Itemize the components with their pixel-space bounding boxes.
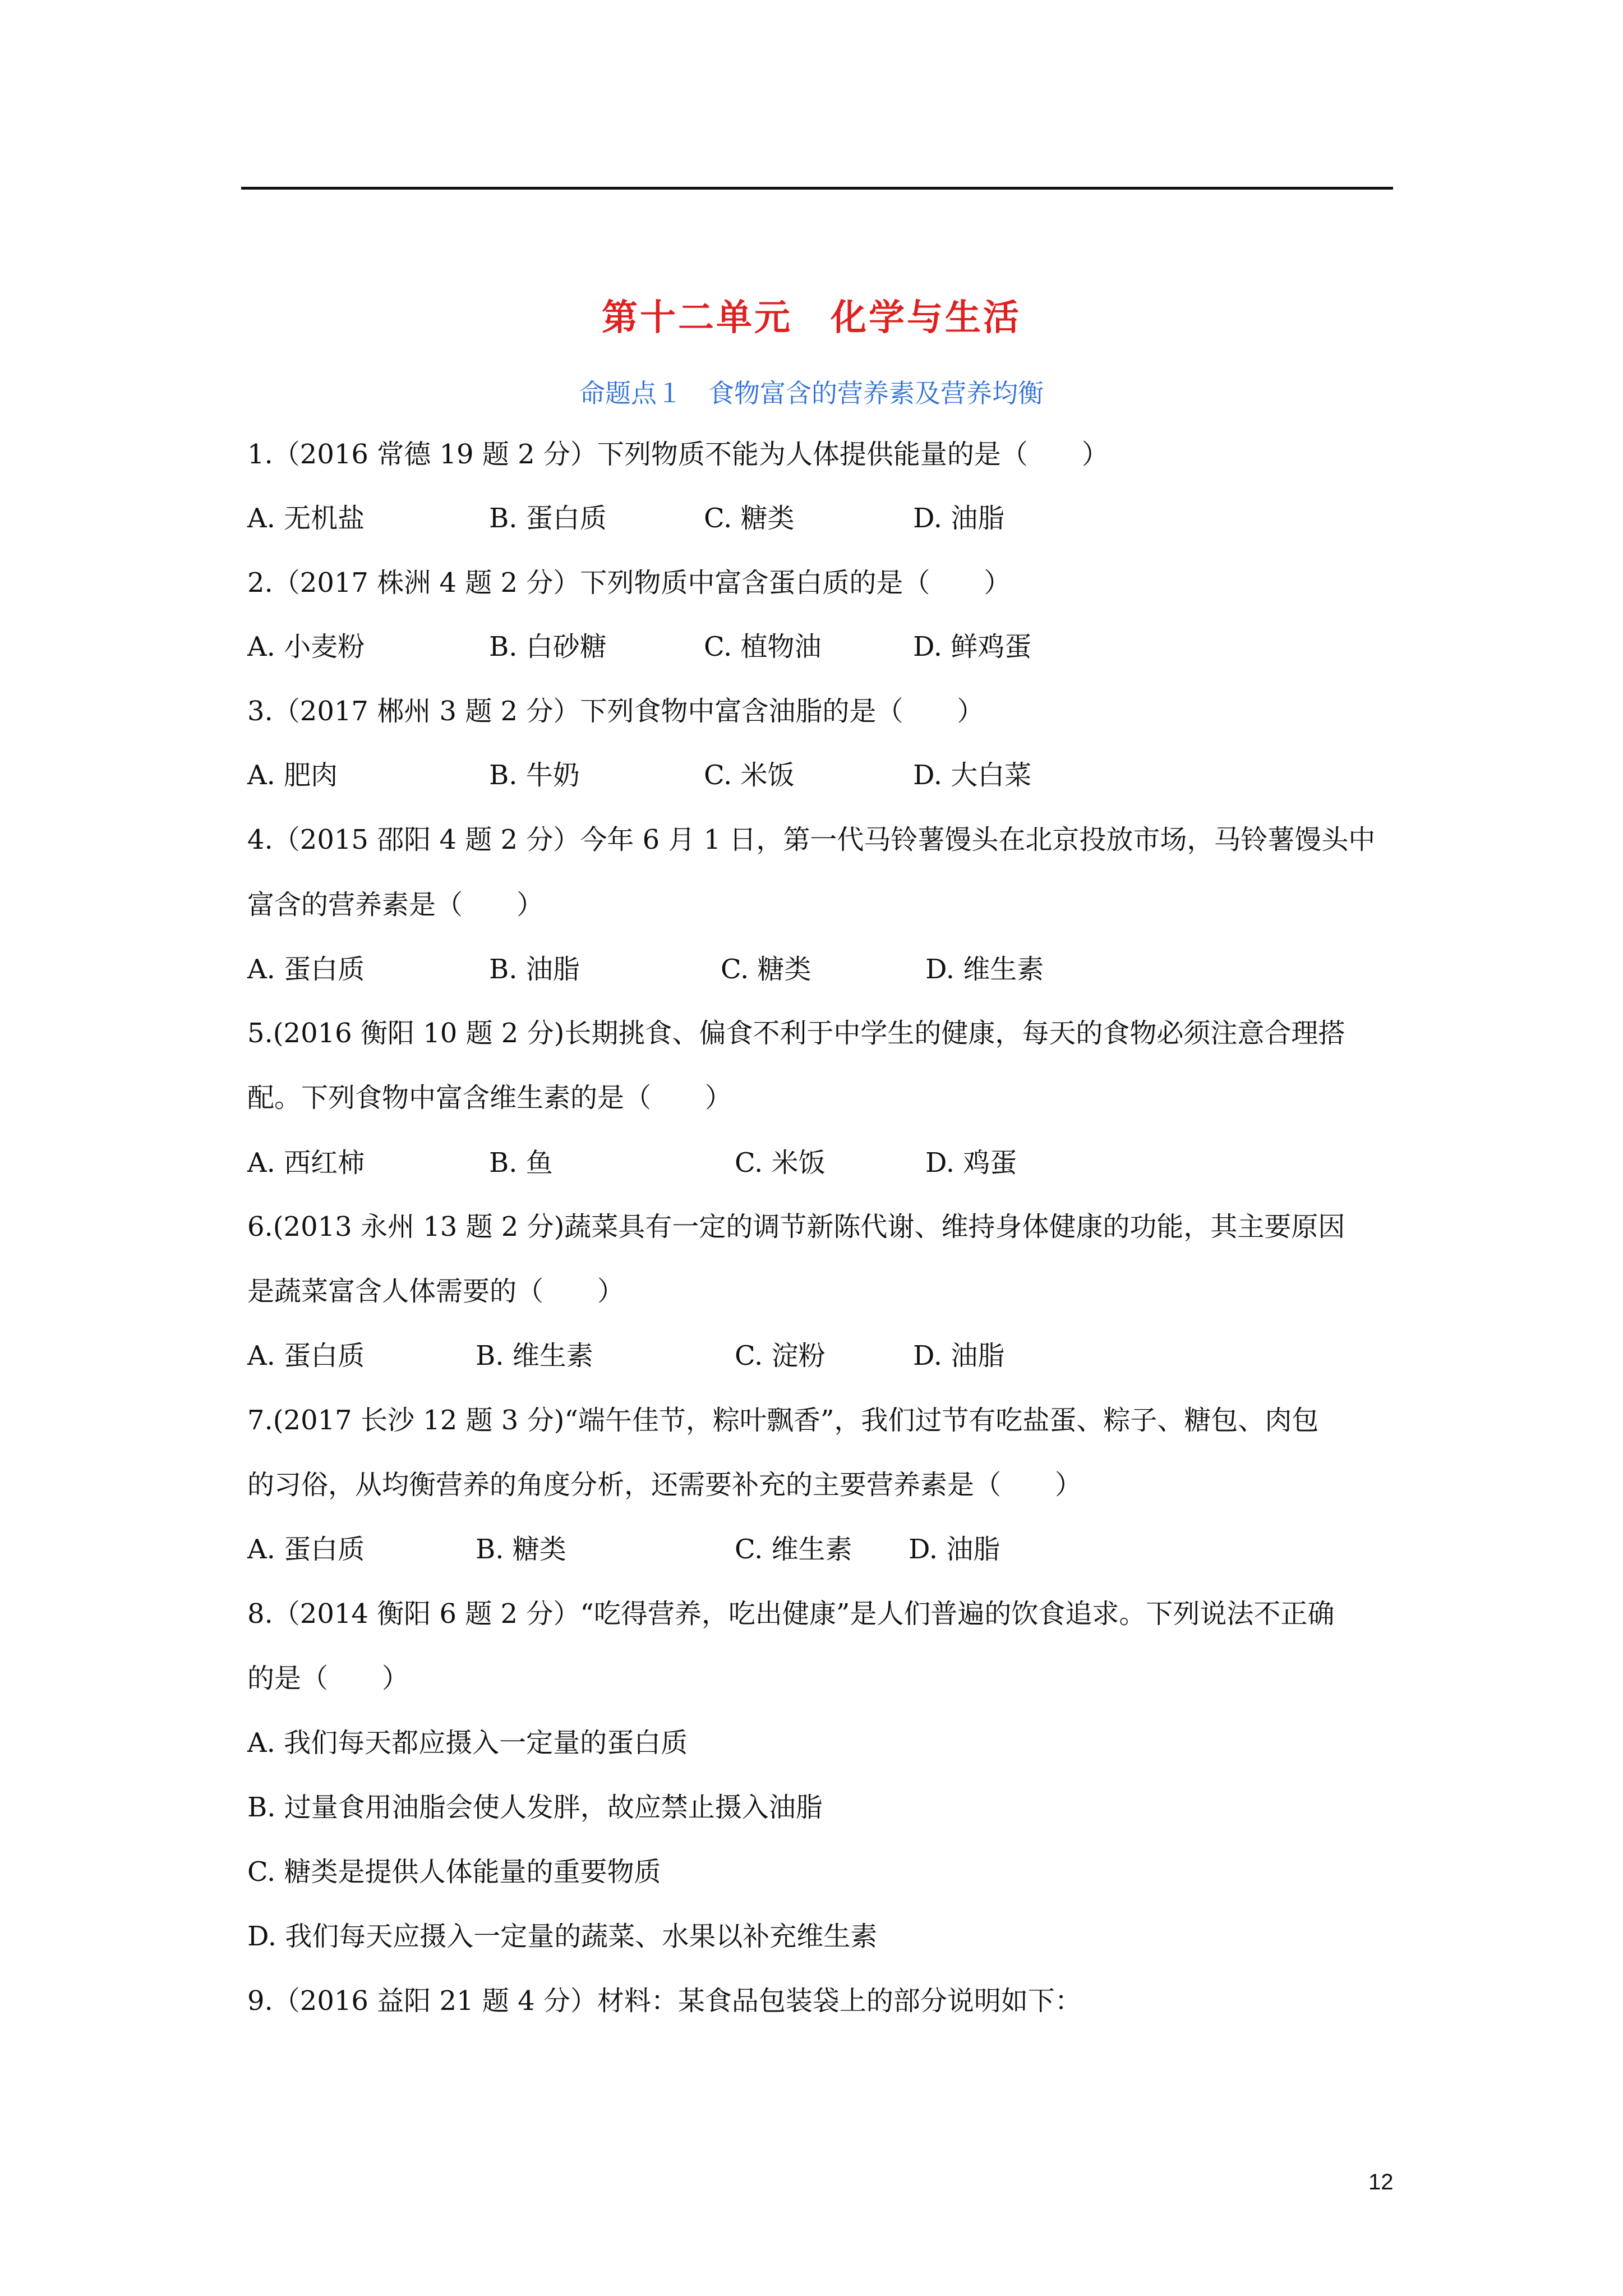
- question-8-line-1: 8.（2014 衡阳 6 题 2 分）“吃得营养，吃出健康”是人们普遍的饮食追求。下列说法不正确: [247, 1598, 1335, 1630]
- question-8-option-c: C. 糖类是提供人体能量的重要物质: [247, 1856, 661, 1888]
- section-subtitle: 命题点１ 食物富含的营养素及营养均衡: [579, 378, 1044, 408]
- question-5-line-1: 5.(2016 衡阳 10 题 2 分)长期挑食、偏食不利于中学生的健康，每天的食物必须注意合理搭: [247, 1018, 1345, 1049]
- question-4-option-d: D. 维生素: [925, 954, 1044, 985]
- question-6-option-d: D. 油脂: [913, 1340, 1005, 1372]
- question-5-option-d: D. 鸡蛋: [925, 1147, 1017, 1179]
- question-3-option-b: B. 牛奶: [489, 760, 580, 791]
- question-9-line-1: 9.（2016 益阳 21 题 4 分）材料：某食品包装袋上的部分说明如下：: [247, 1985, 1082, 2017]
- question-8-option-b: B. 过量食用油脂会使人发胖，故应禁止摄入油脂: [247, 1792, 823, 1823]
- header-rule: [241, 187, 1393, 190]
- question-7-option-b: B. 糖类: [476, 1534, 566, 1565]
- question-7-line-1: 7.(2017 长沙 12 题 3 分)“端午佳节，粽叶飘香”，我们过节有吃盐蛋、粽子、糖包、肉包: [247, 1405, 1319, 1436]
- question-3-line-1: 3.（2017 郴州 3 题 2 分）下列食物中富含油脂的是（ ）: [247, 696, 984, 727]
- question-2-option-c: C. 植物油: [704, 631, 822, 662]
- question-4-option-b: B. 油脂: [489, 954, 580, 985]
- question-7-option-d: D. 油脂: [909, 1534, 1000, 1565]
- question-7-line-2: 的习俗，从均衡营养的角度分析，还需要补充的主要营养素是（ ）: [247, 1469, 1082, 1501]
- question-6-option-b: B. 维生素: [476, 1340, 593, 1372]
- question-4-option-a: A. 蛋白质: [247, 954, 365, 985]
- question-2-option-a: A. 小麦粉: [247, 631, 365, 662]
- question-3-option-a: A. 肥肉: [247, 760, 338, 791]
- unit-title: 第十二单元 化学与生活: [602, 297, 1021, 339]
- question-6-option-a: A. 蛋白质: [247, 1340, 365, 1372]
- question-1-line-1: 1.（2016 常德 19 题 2 分）下列物质不能为人体提供能量的是（ ）: [247, 439, 1109, 470]
- question-6-line-2: 是蔬菜富含人体需要的（ ）: [247, 1276, 625, 1307]
- question-4-option-c: C. 糖类: [721, 954, 811, 985]
- question-5-line-2: 配。下列食物中富含维生素的是（ ）: [247, 1082, 732, 1114]
- question-2-option-b: B. 白砂糖: [489, 631, 607, 662]
- question-8-line-2: 的是（ ）: [247, 1663, 409, 1694]
- question-4-line-1: 4.（2015 邵阳 4 题 2 分）今年 6 月 1 日，第一代马铃薯馒头在北京投放市场，马铃薯馒头中: [247, 824, 1376, 855]
- page-number: 12: [1368, 2170, 1394, 2194]
- question-6-option-c: C. 淀粉: [735, 1340, 826, 1372]
- question-7-option-c: C. 维生素: [735, 1534, 852, 1565]
- question-2-option-d: D. 鲜鸡蛋: [913, 631, 1032, 662]
- question-6-line-1: 6.(2013 永州 13 题 2 分)蔬菜具有一定的调节新陈代谢、维持身体健康的功能，其主要原因: [247, 1211, 1345, 1243]
- question-1-option-c: C. 糖类: [704, 503, 795, 534]
- question-4-line-2: 富含的营养素是（ ）: [247, 889, 544, 921]
- question-8-option-a: A. 我们每天都应摄入一定量的蛋白质: [247, 1727, 688, 1759]
- question-5-option-c: C. 米饭: [735, 1147, 826, 1179]
- question-7-option-a: A. 蛋白质: [247, 1534, 365, 1565]
- question-5-option-b: B. 鱼: [489, 1147, 553, 1179]
- question-1-option-b: B. 蛋白质: [489, 503, 607, 534]
- question-3-option-c: C. 米饭: [704, 760, 795, 791]
- question-1-option-d: D. 油脂: [913, 503, 1005, 534]
- question-8-option-d: D. 我们每天应摄入一定量的蔬菜、水果以补充维生素: [247, 1921, 878, 1952]
- question-5-option-a: A. 西红柿: [247, 1147, 365, 1179]
- question-1-option-a: A. 无机盐: [247, 503, 365, 534]
- question-2-line-1: 2.（2017 株洲 4 题 2 分）下列物质中富含蛋白质的是（ ）: [247, 567, 1011, 599]
- question-3-option-d: D. 大白菜: [913, 760, 1032, 791]
